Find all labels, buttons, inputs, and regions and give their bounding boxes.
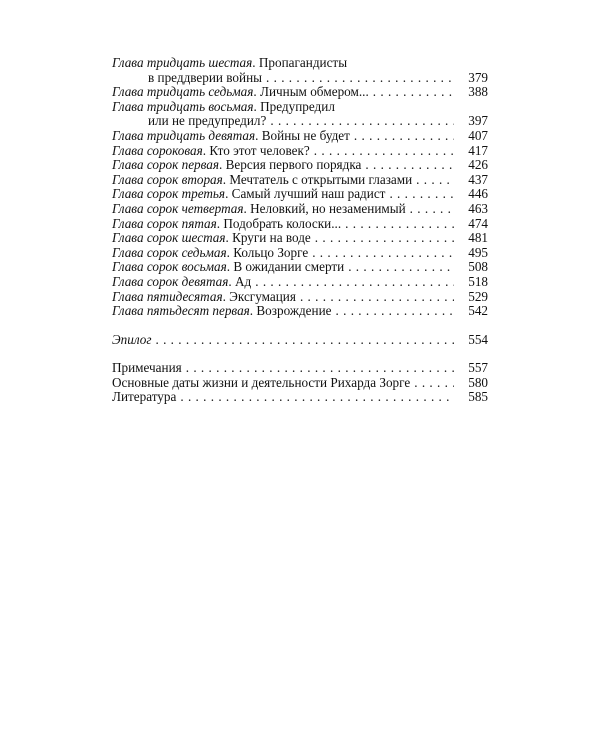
chapter-prefix: Глава тридцать шестая xyxy=(112,55,253,70)
dot-leader xyxy=(155,333,454,348)
chapter-prefix: Глава сорок вторая xyxy=(112,171,223,187)
page-number: 580 xyxy=(468,374,488,390)
dot-leader xyxy=(270,114,454,129)
page-number: 388 xyxy=(468,84,488,100)
toc-entry-ch37[interactable]: Глава тридцать седьмая. Личным обмером... . . . 388 xyxy=(112,85,488,100)
toc-entry-ch43[interactable]: Глава сорок третья. Самый лучший наш радист . . . 446 xyxy=(112,187,488,202)
chapter-prefix: Глава сороковая xyxy=(112,142,203,158)
chapter-prefix: Глава пятьдесят первая xyxy=(112,303,250,319)
page-number: 557 xyxy=(468,360,488,376)
page-number: 508 xyxy=(468,259,488,275)
chapter-prefix: Глава сорок восьмая xyxy=(112,259,227,275)
dot-leader xyxy=(186,361,454,376)
chapter-prefix: Глава сорок третья xyxy=(112,186,226,202)
dot-leader xyxy=(354,129,454,144)
dot-leader xyxy=(365,158,454,173)
table-of-contents xyxy=(112,56,488,405)
page-number: 463 xyxy=(468,200,488,216)
chapter-title: Круги на воде xyxy=(232,230,311,246)
toc-entry-ch50[interactable]: Глава пятидесятая. Эксгумация . . . 529 xyxy=(112,290,488,305)
page-number: 417 xyxy=(468,142,488,158)
dot-leader xyxy=(312,246,454,261)
chapter-title: Кольцо Зорге xyxy=(233,244,309,260)
toc-entry-ch47[interactable]: Глава сорок седьмая. Кольцо Зорге . . . 495 xyxy=(112,246,488,261)
dot-leader xyxy=(255,275,454,290)
page-number: 379 xyxy=(468,69,488,85)
toc-entry-epilogue[interactable] xyxy=(112,333,488,348)
chapter-title: Личным обмером... xyxy=(260,84,369,100)
chapter-title-cont: или не предупредил? xyxy=(148,113,267,129)
dot-leader xyxy=(266,71,454,86)
toc-entry-ch41[interactable]: Глава сорок первая. Версия первого порядка . . . 426 xyxy=(112,158,488,173)
dot-leader xyxy=(345,217,454,232)
back-matter-title: Литература xyxy=(112,389,177,405)
page-number: 542 xyxy=(468,303,488,319)
chapter-title: Ад xyxy=(234,273,252,289)
toc-entry-ch44[interactable]: Глава сорок четвертая. Неловкий, но незаменимый . . . 463 xyxy=(112,202,488,217)
page-number: 397 xyxy=(468,113,488,129)
dot-leader xyxy=(180,390,454,405)
toc-entry-ch45[interactable]: Глава сорок пятая. Подобрать колоски... . . . 474 xyxy=(112,217,488,232)
page-number: 529 xyxy=(468,288,488,304)
toc-entry-ch39[interactable]: Глава тридцать девятая. Войны не будет . . . 407 xyxy=(112,129,488,144)
page-number: 474 xyxy=(468,215,488,231)
chapter-prefix: Глава сорок пятая xyxy=(112,215,217,231)
chapter-title: Предупредил xyxy=(260,98,335,114)
page-number: 481 xyxy=(468,230,488,246)
toc-entry-ch42[interactable]: Глава сорок вторая. Мечтатель с открытыми глазами . . . 437 xyxy=(112,173,488,188)
chapter-prefix: Глава тридцать седьмая xyxy=(112,84,254,100)
toc-entry-ch49[interactable]: Глава сорок девятая. Ад . . . 518 xyxy=(112,275,488,290)
page-number: 518 xyxy=(468,273,488,289)
epilogue-title: Эпилог xyxy=(112,331,152,347)
chapter-title: Возрождение xyxy=(256,303,332,319)
chapter-title: В ожидании смерти xyxy=(233,259,345,275)
toc-entry-dates[interactable] xyxy=(112,376,488,391)
chapter-title: Эксгумация xyxy=(229,288,296,304)
toc-entry-ch38[interactable]: Глава тридцать восьмая. Предупредил или не предупредил? . . . 397 xyxy=(112,100,488,129)
dot-leader xyxy=(336,304,455,319)
chapter-prefix: Глава сорок четвертая xyxy=(112,200,244,216)
toc-entry-ch48[interactable]: Глава сорок восьмая. В ожидании смерти . . . 508 xyxy=(112,260,488,275)
toc-entry-ch40[interactable]: Глава сороковая. Кто этот человек? . . . 417 xyxy=(112,144,488,159)
chapter-prefix: Глава сорок девятая xyxy=(112,273,229,289)
dot-leader xyxy=(373,85,454,100)
dot-leader xyxy=(300,290,454,305)
chapter-prefix: Глава сорок первая xyxy=(112,157,219,173)
chapter-title: Самый лучший наш радист xyxy=(231,186,386,202)
chapter-title: Версия первого порядка xyxy=(225,157,362,173)
page-number: 585 xyxy=(468,389,488,405)
toc-entry-notes[interactable] xyxy=(112,361,488,376)
dot-leader xyxy=(314,144,454,159)
dot-leader xyxy=(410,202,454,217)
chapter-title: Кто этот человек? xyxy=(209,142,310,158)
chapter-title: Неловкий, но незаменимый xyxy=(250,200,406,216)
chapter-prefix: Глава пятидесятая xyxy=(112,288,223,304)
section-spacer xyxy=(112,347,488,361)
dot-leader xyxy=(414,376,454,391)
toc-entry-literature[interactable] xyxy=(112,390,488,405)
page-number: 407 xyxy=(468,127,488,143)
section-spacer xyxy=(112,319,488,333)
chapter-prefix: Глава тридцать восьмая xyxy=(112,98,254,114)
chapter-prefix: Глава сорок шестая xyxy=(112,230,226,246)
chapter-title: Войны не будет xyxy=(261,127,350,143)
dot-leader xyxy=(348,260,454,275)
chapter-title-cont: в преддверии войны xyxy=(148,69,262,85)
page-number: 426 xyxy=(468,157,488,173)
page-number: 495 xyxy=(468,244,488,260)
chapter-title: Мечтатель с открытыми глазами xyxy=(229,171,413,187)
back-matter-title: Примечания xyxy=(112,360,182,376)
chapter-prefix: Глава сорок седьмая xyxy=(112,244,227,260)
dot-leader xyxy=(416,173,454,188)
dot-leader xyxy=(315,231,454,246)
chapter-title: Пропагандисты xyxy=(258,55,348,70)
toc-entry-ch36[interactable]: Глава тридцать шестая. Пропагандисты в преддверии войны . . . 379 xyxy=(112,56,488,85)
chapter-title: Подобрать колоски... xyxy=(223,215,342,231)
toc-entry-ch51[interactable]: Глава пятьдесят первая. Возрождение . . . 542 xyxy=(112,304,488,319)
page-number: 437 xyxy=(468,171,488,187)
chapter-prefix: Глава тридцать девятая xyxy=(112,127,256,143)
page-number: 554 xyxy=(468,331,488,347)
back-matter-title: Основные даты жизни и деятельности Рихарда Зорге xyxy=(112,374,411,390)
toc-entry-ch46[interactable]: Глава сорок шестая. Круги на воде . . . 481 xyxy=(112,231,488,246)
page-number: 446 xyxy=(468,186,488,202)
dot-leader xyxy=(389,187,454,202)
